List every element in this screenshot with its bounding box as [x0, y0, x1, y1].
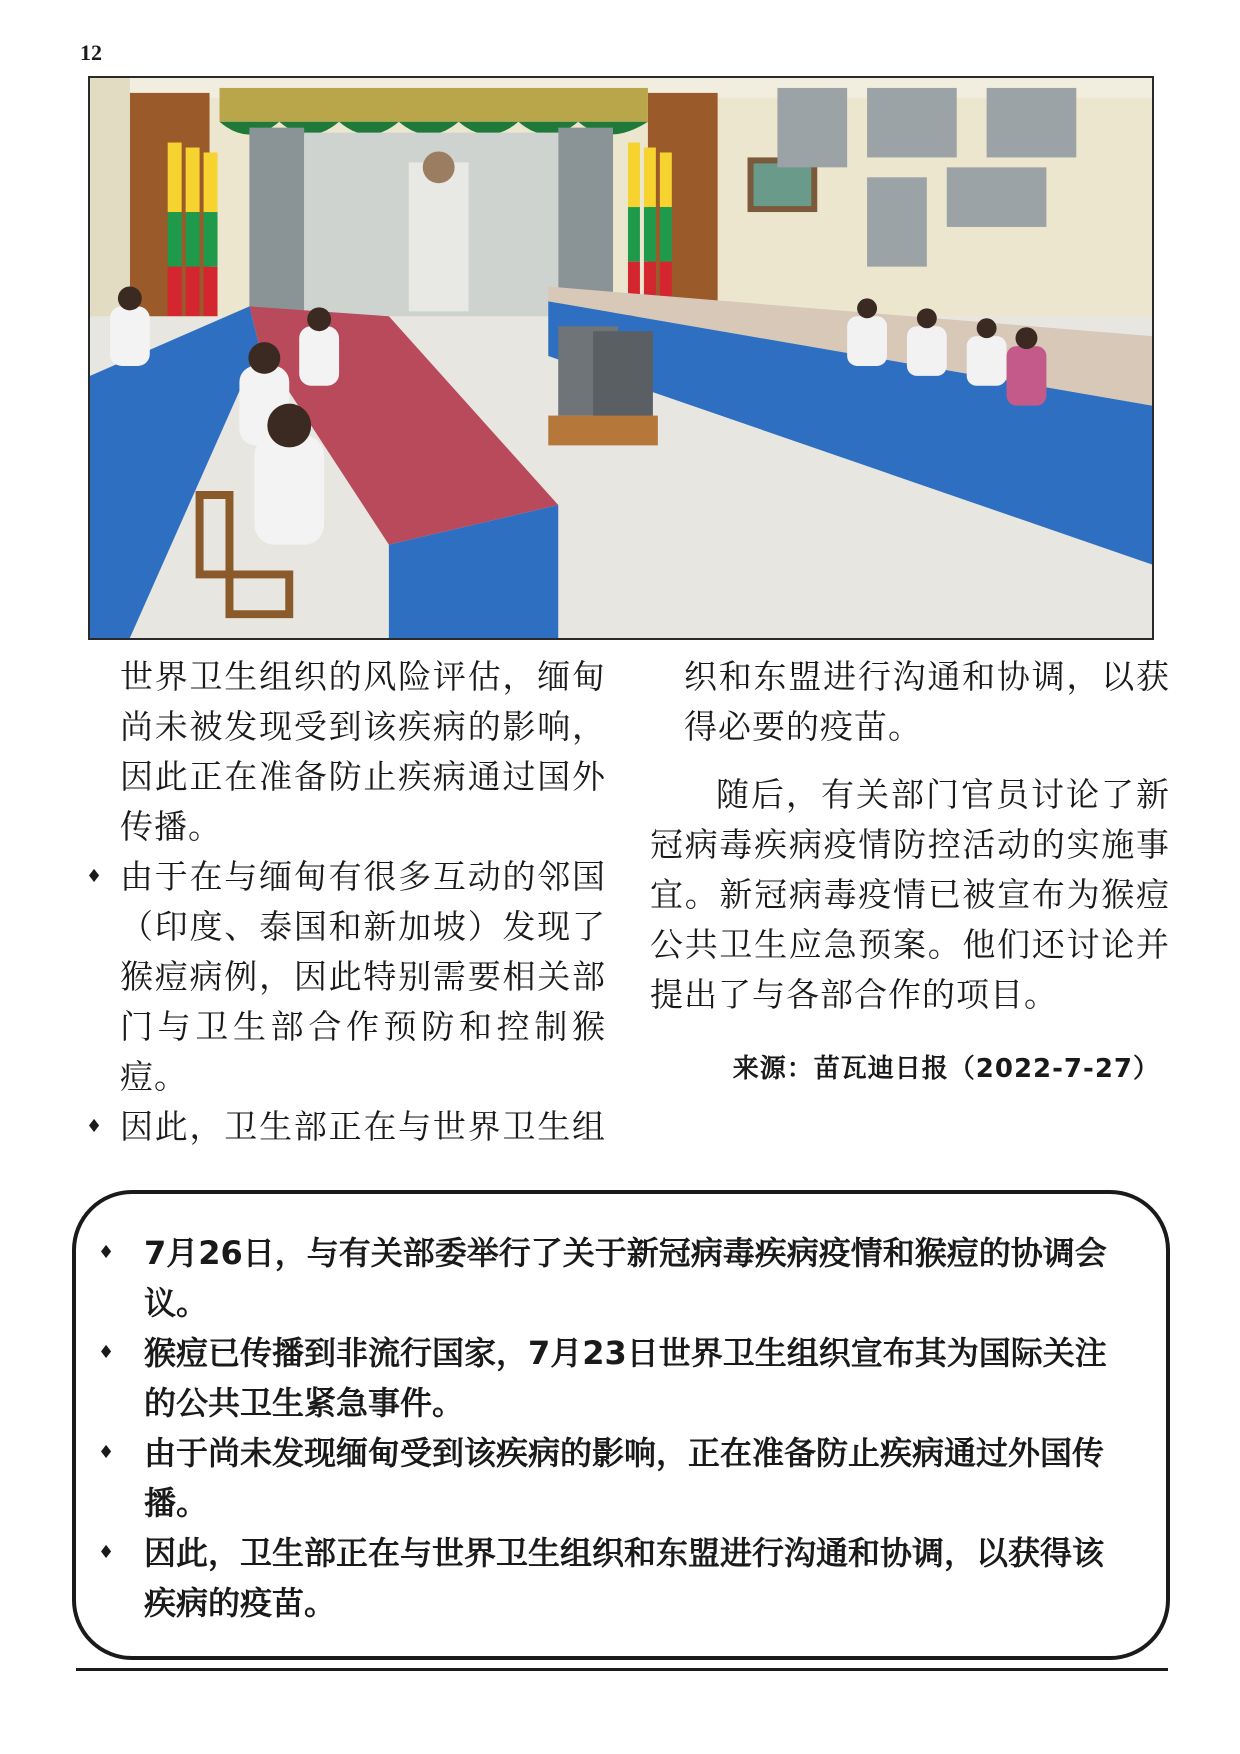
summary-item: [98, 1428, 1132, 1528]
left-intro-line: 因此正在准备防止疾病通过国外: [120, 757, 606, 796]
summary-text: [144, 1328, 1107, 1428]
diamond-bullet-icon: ♦: [86, 866, 104, 887]
left-column: [86, 652, 606, 1152]
diamond-bullet-icon: ♦: [98, 1342, 115, 1363]
summary-line: 的公共卫生紧急事件。: [144, 1384, 465, 1422]
bullet-line: 痘。: [120, 1057, 188, 1096]
left-bullet-item: [86, 852, 606, 1102]
summary-item: [98, 1228, 1132, 1328]
summary-text: [144, 1428, 1104, 1528]
paragraph-line: 宜。新冠病毒疫情已被宣布为猴痘: [650, 875, 1170, 914]
left-intro-line: 世界卫生组织的风险评估，缅甸: [120, 657, 606, 696]
meeting-photo: [88, 76, 1154, 640]
diamond-bullet-icon: ♦: [86, 1116, 104, 1137]
bullet-line: 因此，卫生部正在与世界卫生组: [120, 1107, 606, 1146]
diamond-bullet-icon: ♦: [98, 1442, 115, 1463]
summary-text: [144, 1528, 1104, 1628]
summary-text: [144, 1228, 1107, 1328]
summary-line: 议。: [144, 1284, 209, 1322]
summary-line: 猴痘已传播到非流行国家，7月23日世界卫生组织宣布其为国际关注: [144, 1334, 1107, 1372]
page-number: 12: [80, 40, 102, 65]
continuation-line: 织和东盟进行沟通和协调，以获: [684, 657, 1170, 696]
left-intro: [86, 652, 606, 852]
summary-line: 因此，卫生部正在与世界卫生组织和东盟进行沟通和协调，以获得该: [144, 1534, 1105, 1572]
bullet-line: （印度、泰国和新加坡）发现了: [120, 907, 606, 946]
summary-line: 播。: [144, 1484, 209, 1522]
paragraph-line: 提出了与各部合作的项目。: [650, 975, 1058, 1014]
summary-line: 7月26日，与有关部委举行了关于新冠病毒疾病疫情和猴痘的协调会: [144, 1234, 1107, 1272]
right-column: [650, 652, 1170, 1094]
left-intro-line: 传播。: [120, 807, 222, 846]
bullet-line: 猴痘病例，因此特别需要相关部: [120, 957, 606, 996]
paragraph-line: 随后，有关部门官员讨论了新: [716, 775, 1170, 814]
continuation-line: 得必要的疫苗。: [684, 707, 922, 746]
summary-line: 疾病的疫苗。: [144, 1584, 337, 1622]
left-intro-line: 尚未被发现受到该疾病的影响，: [120, 707, 606, 746]
summary-item: [98, 1528, 1132, 1628]
paragraph-line: 冠病毒疾病疫情防控活动的实施事: [650, 825, 1170, 864]
diamond-bullet-icon: ♦: [98, 1542, 115, 1563]
right-continuation: [650, 652, 1170, 752]
bottom-rule: [76, 1668, 1168, 1671]
summary-line: 由于尚未发现缅甸受到该疾病的影响，正在准备防止疾病通过外国传: [144, 1434, 1105, 1472]
right-paragraph: [650, 770, 1170, 1020]
left-bullet-item: [86, 1102, 606, 1152]
summary-box: [72, 1190, 1170, 1660]
meeting-photo-illustration: [90, 78, 1152, 638]
source-citation: 来源：苗瓦迪日报（2022-7-27）: [732, 1054, 1160, 1084]
bullet-text: [120, 1102, 606, 1152]
bullet-line: 由于在与缅甸有很多互动的邻国: [120, 857, 606, 896]
bullet-line: 门与卫生部合作预防和控制猴: [120, 1007, 606, 1046]
paragraph-line: 公共卫生应急预案。他们还讨论并: [650, 925, 1170, 964]
bullet-text: [120, 852, 606, 1102]
summary-item: [98, 1328, 1132, 1428]
diamond-bullet-icon: ♦: [98, 1242, 115, 1263]
